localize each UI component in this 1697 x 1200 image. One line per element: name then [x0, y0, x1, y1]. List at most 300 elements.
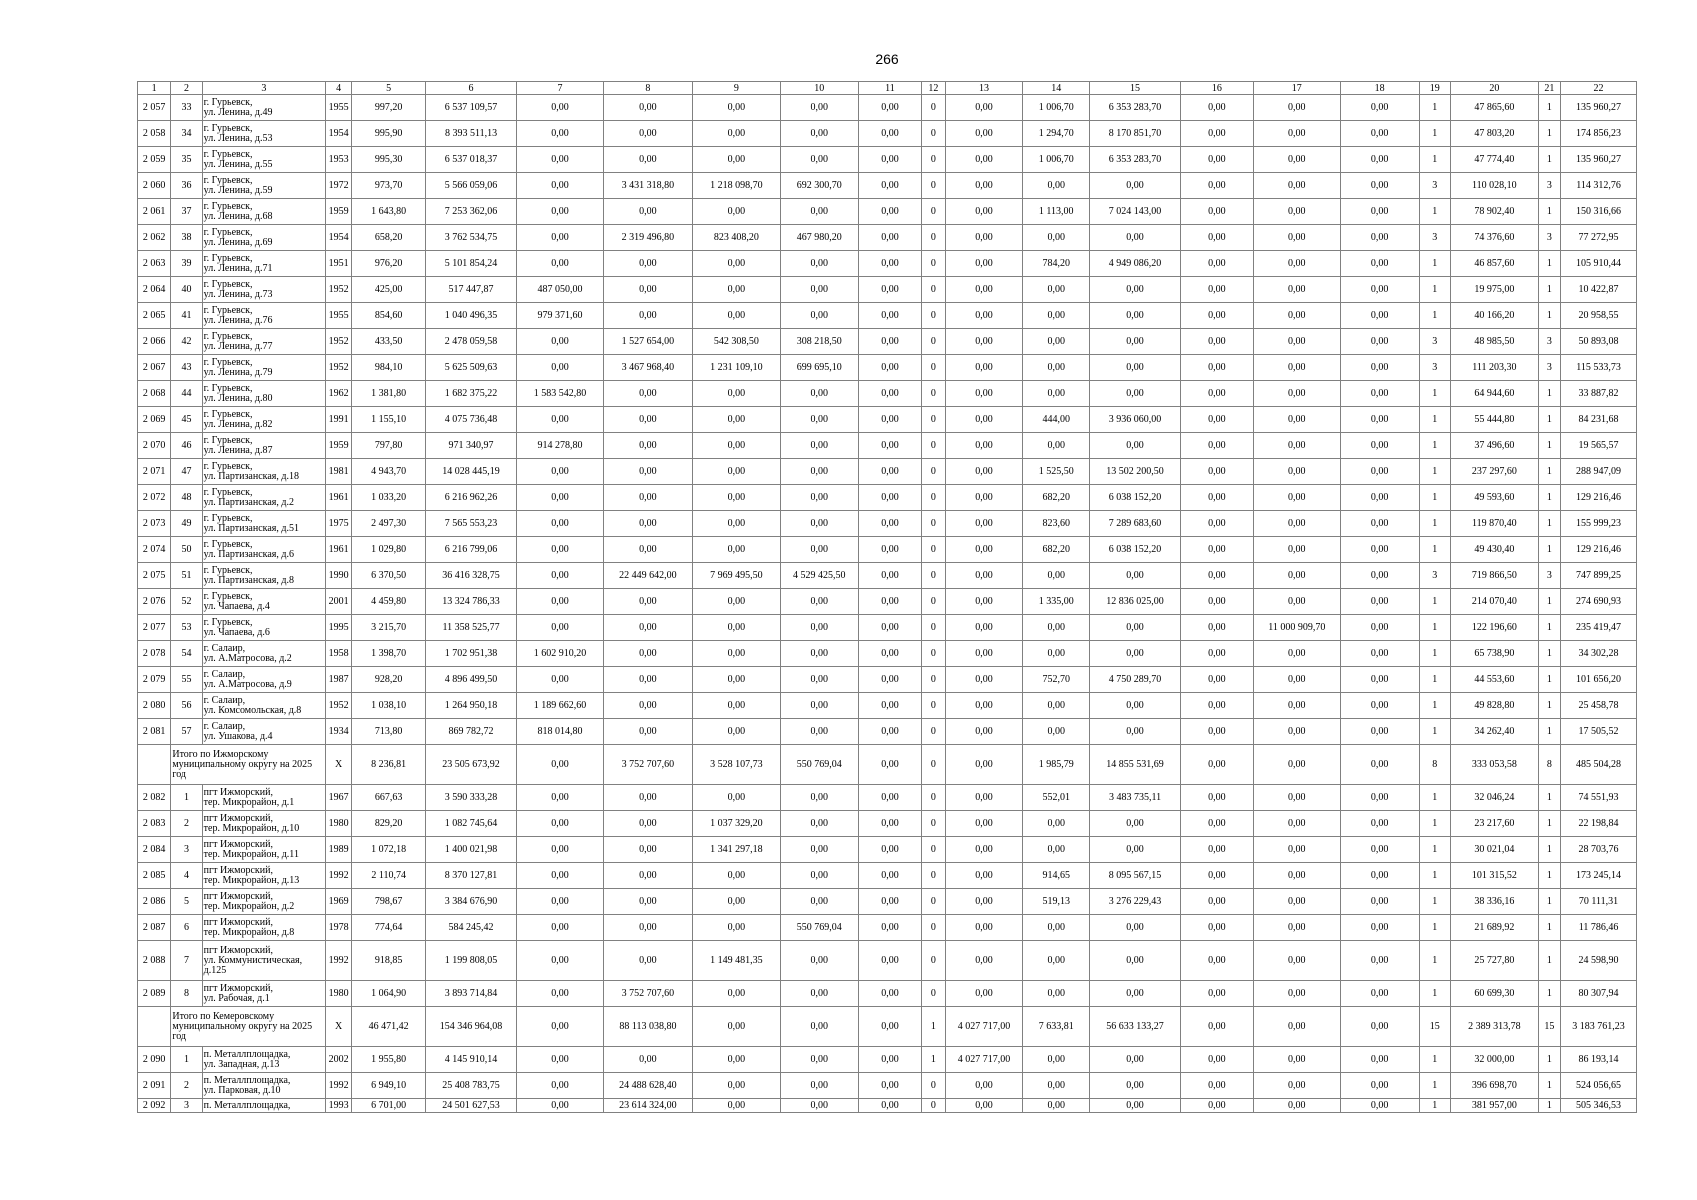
table-cell: 0,00: [945, 147, 1023, 173]
table-row: [138, 173, 1637, 199]
table-row: [138, 615, 1637, 641]
address-cell: г. Гурьевск, ул. Чапаева, д.6: [202, 615, 325, 641]
table-cell: 0,00: [1181, 1099, 1254, 1113]
table-cell: 0,00: [1181, 915, 1254, 941]
table-cell: 0,00: [780, 667, 858, 693]
table-cell: 1: [1538, 303, 1560, 329]
table-cell: 0,00: [1340, 95, 1419, 121]
address-cell: г. Гурьевск, ул. Ленина, д.69: [202, 225, 325, 251]
table-cell: 2 068: [138, 381, 171, 407]
table-cell: 0,00: [858, 667, 922, 693]
table-cell: 0,00: [780, 615, 858, 641]
table-cell: 0: [922, 511, 945, 537]
table-cell: 3 467 968,40: [603, 355, 692, 381]
table-row: [138, 485, 1637, 511]
table-cell: 0,00: [1340, 173, 1419, 199]
table-cell: 110 028,10: [1450, 173, 1538, 199]
table-cell: 40: [171, 277, 202, 303]
table-cell: 2 062: [138, 225, 171, 251]
table-cell: 1 082 745,64: [426, 811, 517, 837]
column-header: 5: [352, 82, 426, 95]
table-cell: 719 866,50: [1450, 563, 1538, 589]
table-cell: 0,00: [1253, 355, 1340, 381]
table-cell: 0,00: [1090, 915, 1181, 941]
table-cell: 274 690,93: [1561, 589, 1637, 615]
table-cell: 0,00: [1340, 981, 1419, 1007]
table-cell: 1: [1538, 381, 1560, 407]
table-cell: 0,00: [858, 329, 922, 355]
table-cell: 0,00: [1253, 981, 1340, 1007]
table-cell: 0,00: [1253, 303, 1340, 329]
table-cell: 0,00: [1090, 355, 1181, 381]
table-cell: 0,00: [517, 121, 604, 147]
table-cell: 0,00: [945, 863, 1023, 889]
table-cell: 1 381,80: [352, 381, 426, 407]
address-cell: г. Гурьевск, ул. Ленина, д.80: [202, 381, 325, 407]
table-cell: 0,00: [945, 251, 1023, 277]
table-cell: 1: [1419, 381, 1450, 407]
table-cell: 0,00: [1023, 1099, 1090, 1113]
table-cell: 381 957,00: [1450, 1099, 1538, 1113]
table-cell: 1: [1419, 589, 1450, 615]
table-cell: 542 308,50: [692, 329, 780, 355]
subtotal-cell: 0,00: [780, 1007, 858, 1047]
table-cell: 0: [922, 355, 945, 381]
table-cell: 7 289 683,60: [1090, 511, 1181, 537]
address-cell: пгт Ижморский, тер. Микрорайон, д.8: [202, 915, 325, 941]
table-cell: 5 566 059,06: [426, 173, 517, 199]
table-cell: 0,00: [692, 251, 780, 277]
table-cell: 150 316,66: [1561, 199, 1637, 225]
table-cell: 0,00: [945, 485, 1023, 511]
address-cell: г. Гурьевск, ул. Ленина, д.77: [202, 329, 325, 355]
table-cell: 0,00: [780, 589, 858, 615]
table-cell: 0,00: [1253, 693, 1340, 719]
table-cell: 1 072,18: [352, 837, 426, 863]
table-cell: 1980: [325, 811, 351, 837]
table-cell: 1: [1538, 1099, 1560, 1113]
table-cell: 1 037 329,20: [692, 811, 780, 837]
subtotal-cell: 0,00: [1181, 745, 1254, 785]
table-cell: 1 033,20: [352, 485, 426, 511]
table-cell: 3: [1419, 355, 1450, 381]
table-cell: 174 856,23: [1561, 121, 1637, 147]
table-cell: 43: [171, 355, 202, 381]
table-cell: 0,00: [1340, 889, 1419, 915]
table-cell: 0,00: [1181, 433, 1254, 459]
address-cell: г. Гурьевск, ул. Ленина, д.73: [202, 277, 325, 303]
table-cell: 135 960,27: [1561, 147, 1637, 173]
table-cell: 3: [1419, 329, 1450, 355]
table-cell: 0,00: [945, 1073, 1023, 1099]
table-cell: 2 078: [138, 641, 171, 667]
table-cell: 2 073: [138, 511, 171, 537]
table-cell: 237 297,60: [1450, 459, 1538, 485]
table-cell: 0,00: [603, 433, 692, 459]
address-cell: г. Гурьевск, ул. Ленина, д.53: [202, 121, 325, 147]
table-cell: 3 936 060,00: [1090, 407, 1181, 433]
table-cell: 0,00: [1340, 303, 1419, 329]
table-cell: 2 060: [138, 173, 171, 199]
table-cell: 0,00: [780, 459, 858, 485]
table-cell: 0,00: [780, 863, 858, 889]
table-cell: 0,00: [1253, 173, 1340, 199]
subtotal-cell: 23 505 673,92: [426, 745, 517, 785]
table-row: [138, 225, 1637, 251]
table-cell: 2 075: [138, 563, 171, 589]
table-cell: 0,00: [1181, 355, 1254, 381]
table-cell: 25 458,78: [1561, 693, 1637, 719]
table-cell: 0,00: [603, 719, 692, 745]
table-cell: 0,00: [945, 641, 1023, 667]
table-cell: 0,00: [780, 433, 858, 459]
subtotal-cell: 0,00: [858, 745, 922, 785]
table-cell: 0,00: [603, 693, 692, 719]
table-cell: 0,00: [858, 1073, 922, 1099]
table-cell: 111 203,30: [1450, 355, 1538, 381]
table-cell: 3 893 714,84: [426, 981, 517, 1007]
table-cell: 0,00: [1181, 277, 1254, 303]
table-cell: 0,00: [1340, 1099, 1419, 1113]
table-cell: 3 215,70: [352, 615, 426, 641]
table-cell: 1: [1419, 199, 1450, 225]
table-cell: 0,00: [1253, 329, 1340, 355]
table-cell: 1: [1419, 95, 1450, 121]
table-cell: 0,00: [692, 981, 780, 1007]
table-cell: 1: [1419, 121, 1450, 147]
table-cell: 0,00: [945, 667, 1023, 693]
table-cell: 0,00: [1023, 277, 1090, 303]
table-cell: 8 370 127,81: [426, 863, 517, 889]
table-cell: 0: [922, 485, 945, 511]
table-cell: 1 294,70: [1023, 121, 1090, 147]
subtotal-cell: 485 504,28: [1561, 745, 1637, 785]
table-cell: 0: [922, 459, 945, 485]
table-cell: 0,00: [603, 381, 692, 407]
table-cell: 0,00: [517, 889, 604, 915]
table-cell: 2 059: [138, 147, 171, 173]
table-cell: 2 067: [138, 355, 171, 381]
table-cell: 0,00: [1340, 355, 1419, 381]
table-cell: 21 689,92: [1450, 915, 1538, 941]
table-cell: 692 300,70: [780, 173, 858, 199]
table-cell: 1954: [325, 121, 351, 147]
column-header: 15: [1090, 82, 1181, 95]
table-cell: 7 253 362,06: [426, 199, 517, 225]
table-row: [138, 329, 1637, 355]
table-cell: 1: [1538, 785, 1560, 811]
table-cell: 1: [1538, 537, 1560, 563]
table-row: [138, 407, 1637, 433]
table-cell: 995,30: [352, 147, 426, 173]
table-cell: 0,00: [692, 537, 780, 563]
table-cell: 0,00: [603, 785, 692, 811]
table-cell: 487 050,00: [517, 277, 604, 303]
table-cell: 0,00: [1253, 1073, 1340, 1099]
subtotal-cell: 0: [922, 745, 945, 785]
column-header: 7: [517, 82, 604, 95]
table-cell: 36: [171, 173, 202, 199]
table-cell: 0: [922, 303, 945, 329]
subtotal-cell: 4 027 717,00: [945, 1007, 1023, 1047]
table-cell: 0,00: [1181, 941, 1254, 981]
table-cell: 0,00: [603, 941, 692, 981]
table-cell: 0,00: [1340, 667, 1419, 693]
table-cell: 2 061: [138, 199, 171, 225]
table-cell: 1: [1538, 433, 1560, 459]
table-cell: 0,00: [1090, 941, 1181, 981]
table-cell: 0,00: [945, 837, 1023, 863]
table-cell: 19 975,00: [1450, 277, 1538, 303]
table-cell: 0,00: [1253, 719, 1340, 745]
address-cell: г. Гурьевск, ул. Ленина, д.68: [202, 199, 325, 225]
table-cell: 1: [1419, 147, 1450, 173]
table-cell: 0,00: [1090, 693, 1181, 719]
table-cell: 3: [1538, 355, 1560, 381]
table-cell: 1 643,80: [352, 199, 426, 225]
table-cell: 0,00: [780, 811, 858, 837]
table-cell: 1: [1419, 941, 1450, 981]
table-cell: 550 769,04: [780, 915, 858, 941]
table-cell: 0,00: [780, 693, 858, 719]
column-header: 9: [692, 82, 780, 95]
table-cell: 914 278,80: [517, 433, 604, 459]
table-cell: 6 216 962,26: [426, 485, 517, 511]
subtotal-row: [138, 1007, 1637, 1047]
subtotal-cell: 8 236,81: [352, 745, 426, 785]
subtotal-cell: 7 633,81: [1023, 1007, 1090, 1047]
table-cell: 0,00: [1181, 147, 1254, 173]
table-cell: 752,70: [1023, 667, 1090, 693]
table-cell: 1992: [325, 941, 351, 981]
table-cell: 2: [171, 811, 202, 837]
table-cell: 7: [171, 941, 202, 981]
table-cell: 0,00: [1181, 889, 1254, 915]
table-cell: 0,00: [1340, 1073, 1419, 1099]
table-cell: 0,00: [1253, 837, 1340, 863]
table-cell: 0,00: [517, 537, 604, 563]
table-cell: 1951: [325, 251, 351, 277]
table-row: [138, 915, 1637, 941]
table-cell: 7 565 553,23: [426, 511, 517, 537]
table-row: [138, 981, 1637, 1007]
table-cell: 0,00: [517, 173, 604, 199]
table-cell: 47 774,40: [1450, 147, 1538, 173]
table-cell: 122 196,60: [1450, 615, 1538, 641]
table-cell: 57: [171, 719, 202, 745]
address-cell: г. Салаир, ул. А.Матросова, д.9: [202, 667, 325, 693]
table-cell: 0,00: [603, 459, 692, 485]
table-cell: 1: [1538, 719, 1560, 745]
table-cell: 0,00: [517, 251, 604, 277]
table-cell: 0,00: [945, 225, 1023, 251]
table-cell: 0,00: [692, 381, 780, 407]
table-cell: 0,00: [945, 889, 1023, 915]
table-cell: 1 335,00: [1023, 589, 1090, 615]
table-cell: 0,00: [1253, 485, 1340, 511]
table-cell: 11 786,46: [1561, 915, 1637, 941]
table-cell: 995,90: [352, 121, 426, 147]
address-cell: г. Салаир, ул. Ушакова, д.4: [202, 719, 325, 745]
table-cell: 129 216,46: [1561, 485, 1637, 511]
table-cell: 0,00: [780, 981, 858, 1007]
table-cell: 2 066: [138, 329, 171, 355]
table-cell: 823,60: [1023, 511, 1090, 537]
table-cell: 3 762 534,75: [426, 225, 517, 251]
table-cell: 1 702 951,38: [426, 641, 517, 667]
table-cell: 8 170 851,70: [1090, 121, 1181, 147]
table-cell: 0,00: [1253, 459, 1340, 485]
table-cell: 0,00: [1181, 1047, 1254, 1073]
table-cell: 1: [171, 1047, 202, 1073]
table-cell: 47 803,20: [1450, 121, 1538, 147]
table-cell: 0,00: [945, 277, 1023, 303]
table-cell: 0,00: [1023, 303, 1090, 329]
table-cell: 17 505,52: [1561, 719, 1637, 745]
table-cell: 0,00: [1181, 1073, 1254, 1099]
table-cell: 914,65: [1023, 863, 1090, 889]
table-cell: 5 625 509,63: [426, 355, 517, 381]
table-cell: 0,00: [858, 563, 922, 589]
table-cell: 1961: [325, 485, 351, 511]
table-cell: 0,00: [1090, 981, 1181, 1007]
column-header: 18: [1340, 82, 1419, 95]
table-cell: 0: [922, 1073, 945, 1099]
subtotal-cell: 46 471,42: [352, 1007, 426, 1047]
table-cell: 0,00: [517, 1047, 604, 1073]
table-cell: 0,00: [517, 589, 604, 615]
table-cell: 2 085: [138, 863, 171, 889]
table-cell: 0: [922, 863, 945, 889]
table-cell: 3: [171, 1099, 202, 1113]
table-row: [138, 537, 1637, 563]
table-cell: 0,00: [858, 719, 922, 745]
table-cell: 0,00: [1181, 407, 1254, 433]
table-cell: 8 095 567,15: [1090, 863, 1181, 889]
table-cell: 84 231,68: [1561, 407, 1637, 433]
table-cell: 2 082: [138, 785, 171, 811]
table-cell: 0,00: [945, 615, 1023, 641]
table-cell: 774,64: [352, 915, 426, 941]
table-cell: 48 985,50: [1450, 329, 1538, 355]
table-cell: 1: [1419, 785, 1450, 811]
table-cell: 797,80: [352, 433, 426, 459]
table-cell: 0,00: [1340, 511, 1419, 537]
table-cell: 38 336,16: [1450, 889, 1538, 915]
table-cell: 0,00: [1090, 641, 1181, 667]
table-cell: 0,00: [1181, 251, 1254, 277]
table-row: [138, 1047, 1637, 1073]
table-cell: 0,00: [603, 915, 692, 941]
table-cell: 2 091: [138, 1073, 171, 1099]
address-cell: пгт Ижморский, тер. Микрорайон, д.13: [202, 863, 325, 889]
table-cell: 1 029,80: [352, 537, 426, 563]
table-cell: 49 430,40: [1450, 537, 1538, 563]
table-cell: 6 949,10: [352, 1073, 426, 1099]
table-cell: 0,00: [1253, 889, 1340, 915]
table-cell: 0,00: [858, 511, 922, 537]
table-cell: 0,00: [1181, 303, 1254, 329]
table-cell: 0,00: [945, 1099, 1023, 1113]
table-cell: 0,00: [858, 641, 922, 667]
table-cell: 1981: [325, 459, 351, 485]
table-cell: 0,00: [1023, 719, 1090, 745]
table-cell: 1: [1538, 811, 1560, 837]
address-cell: г. Гурьевск, ул. Партизанская, д.18: [202, 459, 325, 485]
table-cell: 0,00: [517, 785, 604, 811]
table-cell: 4 027 717,00: [945, 1047, 1023, 1073]
table-cell: 433,50: [352, 329, 426, 355]
table-cell: 8 393 511,13: [426, 121, 517, 147]
table-cell: 0,00: [858, 981, 922, 1007]
table-cell: 1975: [325, 511, 351, 537]
table-cell: 28 703,76: [1561, 837, 1637, 863]
table-cell: 13 324 786,33: [426, 589, 517, 615]
column-header: 10: [780, 82, 858, 95]
table-cell: 1962: [325, 381, 351, 407]
table-cell: 6 353 283,70: [1090, 95, 1181, 121]
table-cell: 0,00: [1023, 563, 1090, 589]
table-cell: 1: [1538, 407, 1560, 433]
table-row: [138, 121, 1637, 147]
table-cell: 34: [171, 121, 202, 147]
table-cell: 0,00: [1253, 641, 1340, 667]
table-cell: 80 307,94: [1561, 981, 1637, 1007]
table-cell: 1: [171, 785, 202, 811]
table-cell: 0,00: [1181, 863, 1254, 889]
table-cell: 51: [171, 563, 202, 589]
table-cell: 0,00: [1023, 615, 1090, 641]
table-cell: 5: [171, 889, 202, 915]
table-cell: 0,00: [945, 199, 1023, 225]
table-cell: 0,00: [1090, 719, 1181, 745]
table-cell: 1: [1419, 615, 1450, 641]
table-cell: 2 057: [138, 95, 171, 121]
table-cell: 0: [922, 915, 945, 941]
table-cell: 1993: [325, 1099, 351, 1113]
address-cell: г. Гурьевск, ул. Партизанская, д.8: [202, 563, 325, 589]
table-cell: 0,00: [1340, 459, 1419, 485]
table-cell: 0,00: [517, 355, 604, 381]
table-cell: 0,00: [1023, 641, 1090, 667]
table-cell: 0,00: [1340, 147, 1419, 173]
subtotal-cell: 14 855 531,69: [1090, 745, 1181, 785]
table-cell: 1: [1419, 459, 1450, 485]
table-cell: 0,00: [692, 459, 780, 485]
table-cell: 0,00: [1023, 381, 1090, 407]
table-cell: 46 857,60: [1450, 251, 1538, 277]
column-header: 20: [1450, 82, 1538, 95]
table-cell: 101 656,20: [1561, 667, 1637, 693]
table-cell: 1989: [325, 837, 351, 863]
table-cell: 1: [1538, 511, 1560, 537]
table-cell: 0,00: [1340, 485, 1419, 511]
table-cell: 77 272,95: [1561, 225, 1637, 251]
table-cell: 1: [1538, 277, 1560, 303]
table-cell: 0: [922, 981, 945, 1007]
address-cell: п. Металлплощадка, ул. Западная, д.13: [202, 1047, 325, 1073]
table-cell: 1 231 109,10: [692, 355, 780, 381]
table-cell: 24 501 627,53: [426, 1099, 517, 1113]
subtotal-cell: 0,00: [517, 745, 604, 785]
table-cell: 1992: [325, 863, 351, 889]
table-cell: 2 087: [138, 915, 171, 941]
table-cell: 0,00: [517, 407, 604, 433]
table-cell: 1 341 297,18: [692, 837, 780, 863]
table-cell: 6 370,50: [352, 563, 426, 589]
table-cell: 0,00: [858, 459, 922, 485]
table-cell: 1: [1419, 1047, 1450, 1073]
